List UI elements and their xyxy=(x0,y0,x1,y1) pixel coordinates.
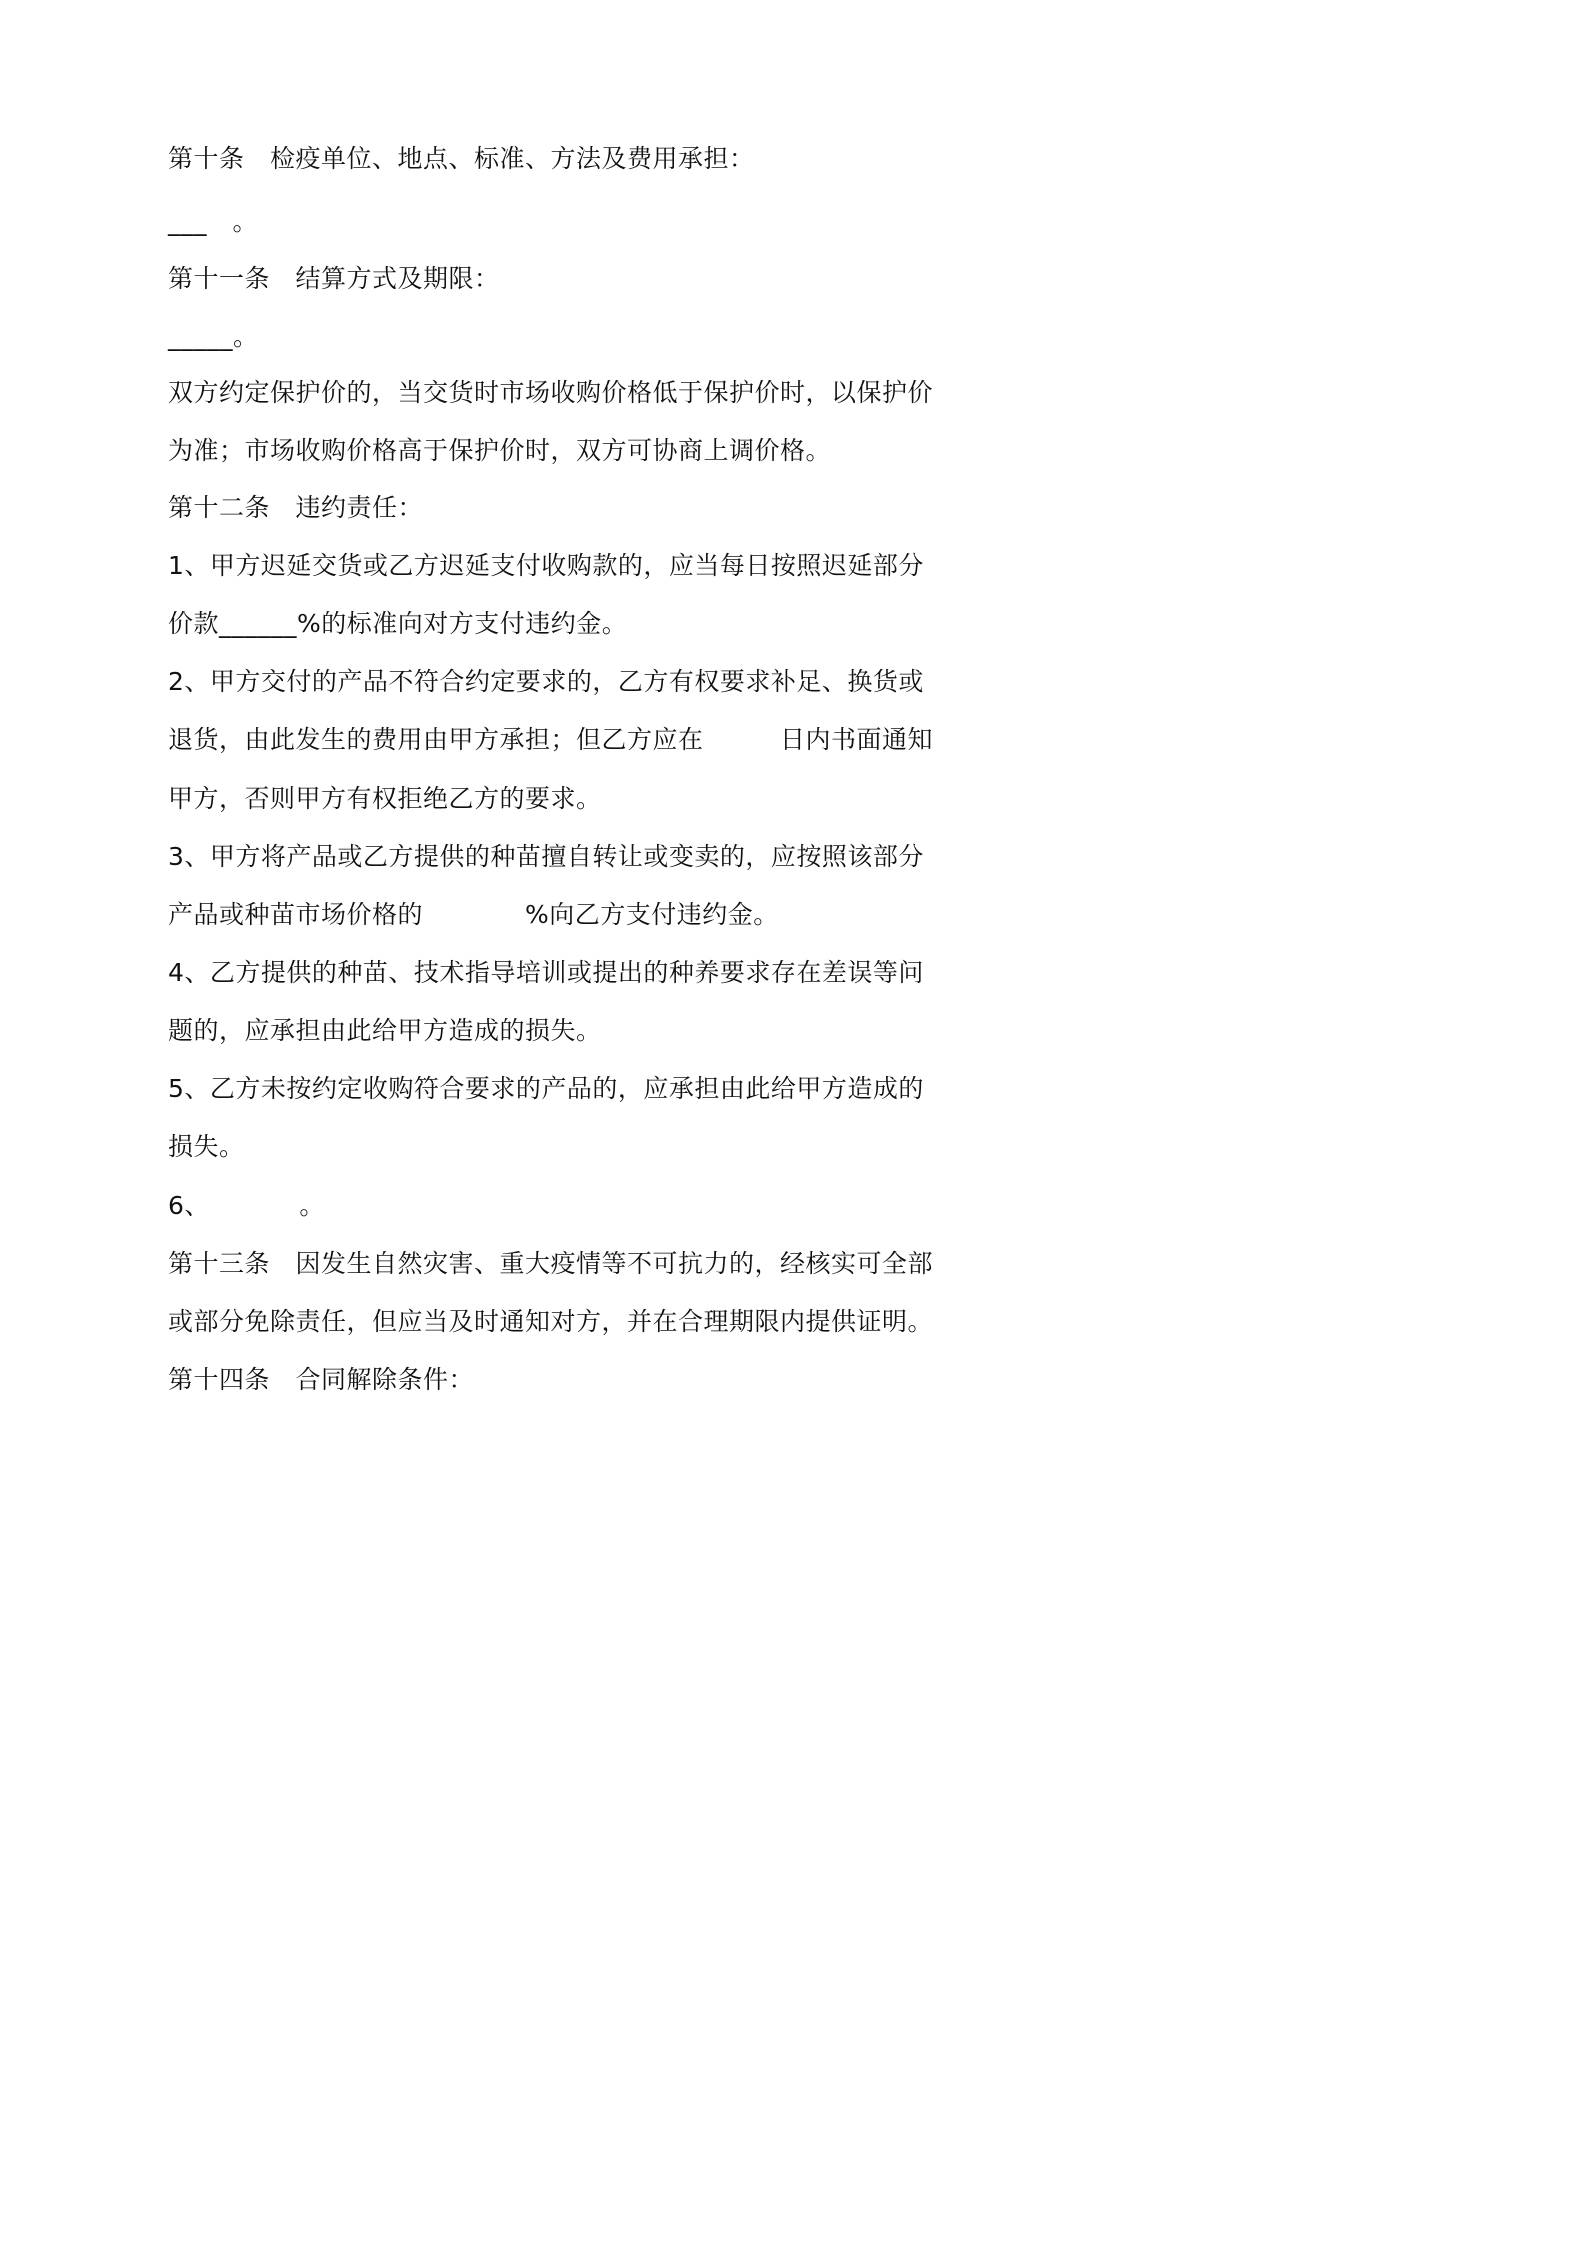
article-11-heading: 第十一条 结算方式及期限： xyxy=(168,264,500,293)
article-13-line: 第十三条 因发生自然灾害、重大疫情等不可抗力的，经核实可全部 xyxy=(168,1249,934,1278)
article-11-blank: _____。 xyxy=(168,322,259,351)
document-page xyxy=(0,0,1102,1559)
article-13-line: 或部分免除责任，但应当及时通知对方，并在合理期限内提供证明。 xyxy=(168,1307,934,1336)
clause-line: 5、乙方未按约定收购符合要求的产品的，应承担由此给甲方造成的 xyxy=(168,1074,924,1103)
clause-line: 产品或种苗市场价格的 %向乙方支付违约金。 xyxy=(168,900,779,929)
paragraph-line: 双方约定保护价的，当交货时市场收购价格低于保护价时，以保护价 xyxy=(168,378,934,407)
article-10-heading: 第十条 检疫单位、地点、标准、方法及费用承担： xyxy=(168,144,755,173)
clause-line: 6、 。 xyxy=(168,1191,325,1220)
clause-line: 题的，应承担由此给甲方造成的损失。 xyxy=(168,1016,602,1045)
paragraph-line: 为准；市场收购价格高于保护价时，双方可协商上调价格。 xyxy=(168,436,832,465)
clause-line: 4、乙方提供的种苗、技术指导培训或提出的种养要求存在差误等问 xyxy=(168,958,924,987)
article-14-heading: 第十四条 合同解除条件： xyxy=(168,1365,475,1394)
clause-line: 价款______%的标准向对方支付违约金。 xyxy=(168,609,628,638)
clause-line: 1、甲方迟延交货或乙方迟延支付收购款的，应当每日按照迟延部分 xyxy=(168,551,924,580)
article-12-heading: 第十二条 违约责任： xyxy=(168,493,424,522)
clause-line: 损失。 xyxy=(168,1132,245,1161)
clause-line: 甲方，否则甲方有权拒绝乙方的要求。 xyxy=(168,784,602,813)
clause-line: 退货，由此发生的费用由甲方承担；但乙方应在 日内书面通知 xyxy=(168,725,934,754)
clause-line: 3、甲方将产品或乙方提供的种苗擅自转让或变卖的，应按照该部分 xyxy=(168,842,924,871)
clause-line: 2、甲方交付的产品不符合约定要求的，乙方有权要求补足、换货或 xyxy=(168,667,924,696)
article-10-blank: ___ 。 xyxy=(168,207,259,236)
